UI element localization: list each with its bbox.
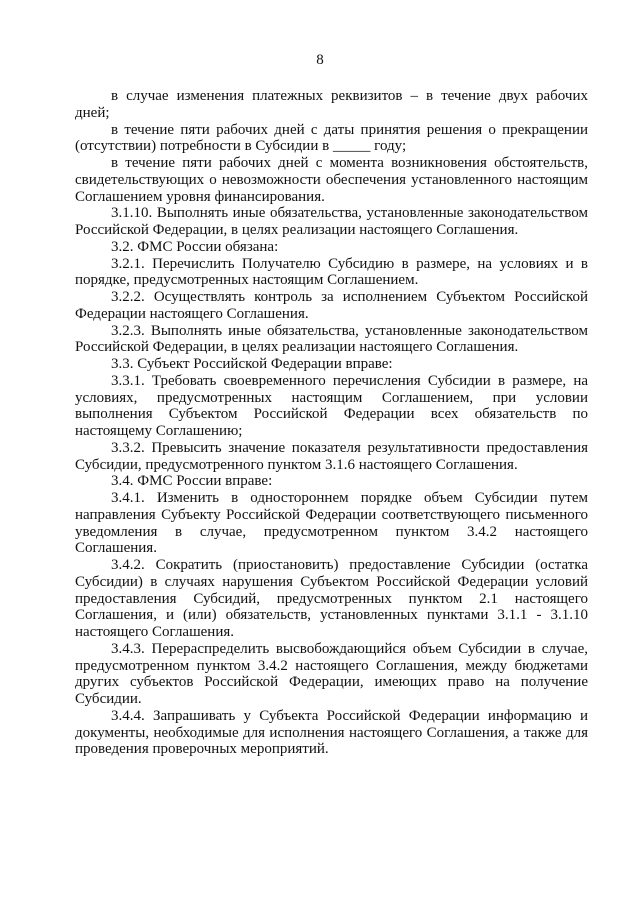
document-body [75,88,588,758]
clause-3-3-1: 3.3.1. Требовать своевременного перечисления Субсидии в размере, на условиях, предусмотренных настоящим Соглашением, при условии выполнения Субъектом Российской Федерации всех обязательств по настоящему Соглашению; [75,372,588,439]
page-number: 8 [316,52,324,68]
clause-3-4-2: 3.4.2. Сократить (приостановить) предоставление Субсидии (остатка Субсидии) в случаях нарушения Субъектом Российской Федерации условий предоставления Субсидий, предусмотренных пунктом 2.1 настоящего Соглашения, и (или) обязательств, установленных пунктами 3.1.1 - 3.1.10 настоящего Соглашения. [75,557,588,640]
clause-3-4-4: 3.4.4. Запрашивать у Субъекта Российской Федерации информацию и документы, необходимые для исполнения настоящего Соглашения, а также для проведения проверочных мероприятий. [75,707,588,758]
paragraph-payment-details: в случае изменения платежных реквизитов – в течение двух рабочих дней; [75,88,588,121]
clause-3-2-2: 3.2.2. Осуществлять контроль за исполнением Субъектом Российской Федерации настоящего Соглашения. [75,289,588,322]
clause-3-3-2: 3.3.2. Превысить значение показателя результативности предоставления Субсидии, предусмотренного пунктом 3.1.6 настоящего Соглашения. [75,439,588,473]
paragraph-funding-impossibility: в течение пяти рабочих дней с момента возникновения обстоятельств, свидетельствующих о невозможности обеспечения установленного настоящим Соглашением уровня финансирования. [75,155,588,205]
clause-3-1-10: 3.1.10. Выполнять иные обязательства, установленные законодательством Российской Федерации, в целях реализации настоящего Соглашения. [75,205,588,238]
clause-3-2-heading: 3.2. ФМС России обязана: [111,238,279,255]
clause-3-4-heading: 3.4. ФМС России вправе: [111,473,273,490]
clause-3-4-1: 3.4.1. Изменить в одностороннем порядке объем Субсидии путем направления Субъекту Российской Федерации соответствующего письменного уведомления в случае, предусмотренном пунктом 3.4.2 настоящего Соглашения. [75,490,588,557]
clause-3-4-3: 3.4.3. Перераспределить высвобождающийся объем Субсидии в случае, предусмотренном пунктом 3.4.2 настоящего Соглашения, между бюджетами других субъектов Российской Федерации, имеющих право на получение Субсидии. [75,640,588,707]
clause-3-2-3: 3.2.3. Выполнять иные обязательства, установленные законодательством Российской Федерации, в целях реализации настоящего Соглашения. [75,322,588,356]
paragraph-termination-decision: в течение пяти рабочих дней с даты принятия решения о прекращении (отсутствии) потребности в Субсидии в _____ году; [75,121,588,155]
clause-3-2-1: 3.2.1. Перечислить Получателю Субсидию в размере, на условиях и в порядке, предусмотренных настоящим Соглашением. [75,255,588,289]
clause-3-3-heading: 3.3. Субъект Российской Федерации вправе: [111,356,393,372]
